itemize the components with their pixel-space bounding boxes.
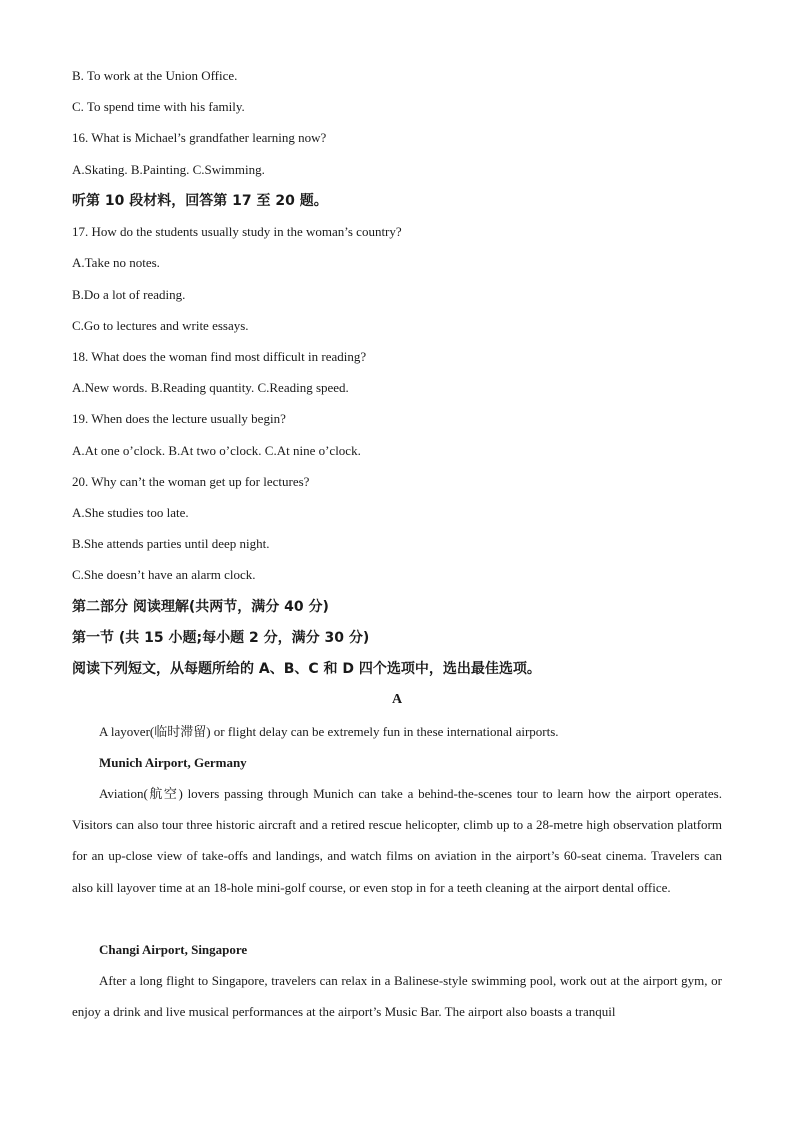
instruction: 阅读下列短文，从每题所给的 A、B、C 和 D 四个选项中，选出最佳选项。 (72, 661, 541, 677)
option-line: A.Take no notes. (72, 255, 160, 270)
option-line: B.Do a lot of reading. (72, 287, 186, 302)
munich-heading: Munich Airport, Germany (99, 755, 247, 770)
passage-label: A (391, 692, 403, 707)
changi-paragraph: After a long flight to Singapore, travelers can relax in a Balinese-style swimming pool, work out at the airport gym, or enjoy a drink and live musical performances at the airport’s Music Bar. The airport also boasts a tranquil (72, 973, 722, 1020)
part2-heading: 第二部分 阅读理解(共两节，满分 40 分) (72, 599, 329, 615)
munich-paragraph: Aviation(航空) lovers passing through Munich can take a behind-the-scenes tour to learn how the airport operates. Visitors can also tour three historic aircraft and a retired rescue helicopter, climb up to a 28-metre high observation platform for an up-close view of take-offs and landings, and watch films on aviation in the airport’s 60-seat cinema. Travelers can also kill layover time at an 18-hole mini-golf course, or even stop in for a teeth cleaning at the airport dental office. (72, 786, 722, 895)
option-line: A.New words. B.Reading quantity. C.Reading speed. (72, 380, 349, 395)
option-line: A.Skating. B.Painting. C.Swimming. (72, 162, 265, 177)
option-line: A.She studies too late. (72, 505, 189, 520)
section1-heading: 第一节 (共 15 小题;每小题 2 分，满分 30 分) (72, 630, 370, 646)
question-16: 16. What is Michael’s grandfather learning now? (72, 130, 327, 145)
question-20: 20. Why can’t the woman get up for lectures? (72, 474, 310, 489)
question-18: 18. What does the woman find most difficult in reading? (72, 349, 367, 364)
option-line: C.She doesn’t have an alarm clock. (72, 567, 256, 582)
option-line: A.At one o’clock. B.At two o’clock. C.At nine o’clock. (72, 443, 361, 458)
question-17: 17. How do the students usually study in the woman’s country? (72, 224, 402, 239)
changi-heading: Changi Airport, Singapore (99, 942, 248, 957)
intro-paragraph: A layover(临时滞留) or flight delay can be extremely fun in these international airports. (99, 724, 559, 739)
option-line: B. To work at the Union Office. (72, 68, 238, 83)
option-line: C. To spend time with his family. (72, 99, 245, 114)
section-10-heading: 听第 10 段材料，回答第 17 至 20 题。 (72, 193, 328, 209)
option-line: B.She attends parties until deep night. (72, 536, 270, 551)
question-19: 19. When does the lecture usually begin? (72, 411, 286, 426)
option-line: C.Go to lectures and write essays. (72, 318, 249, 333)
